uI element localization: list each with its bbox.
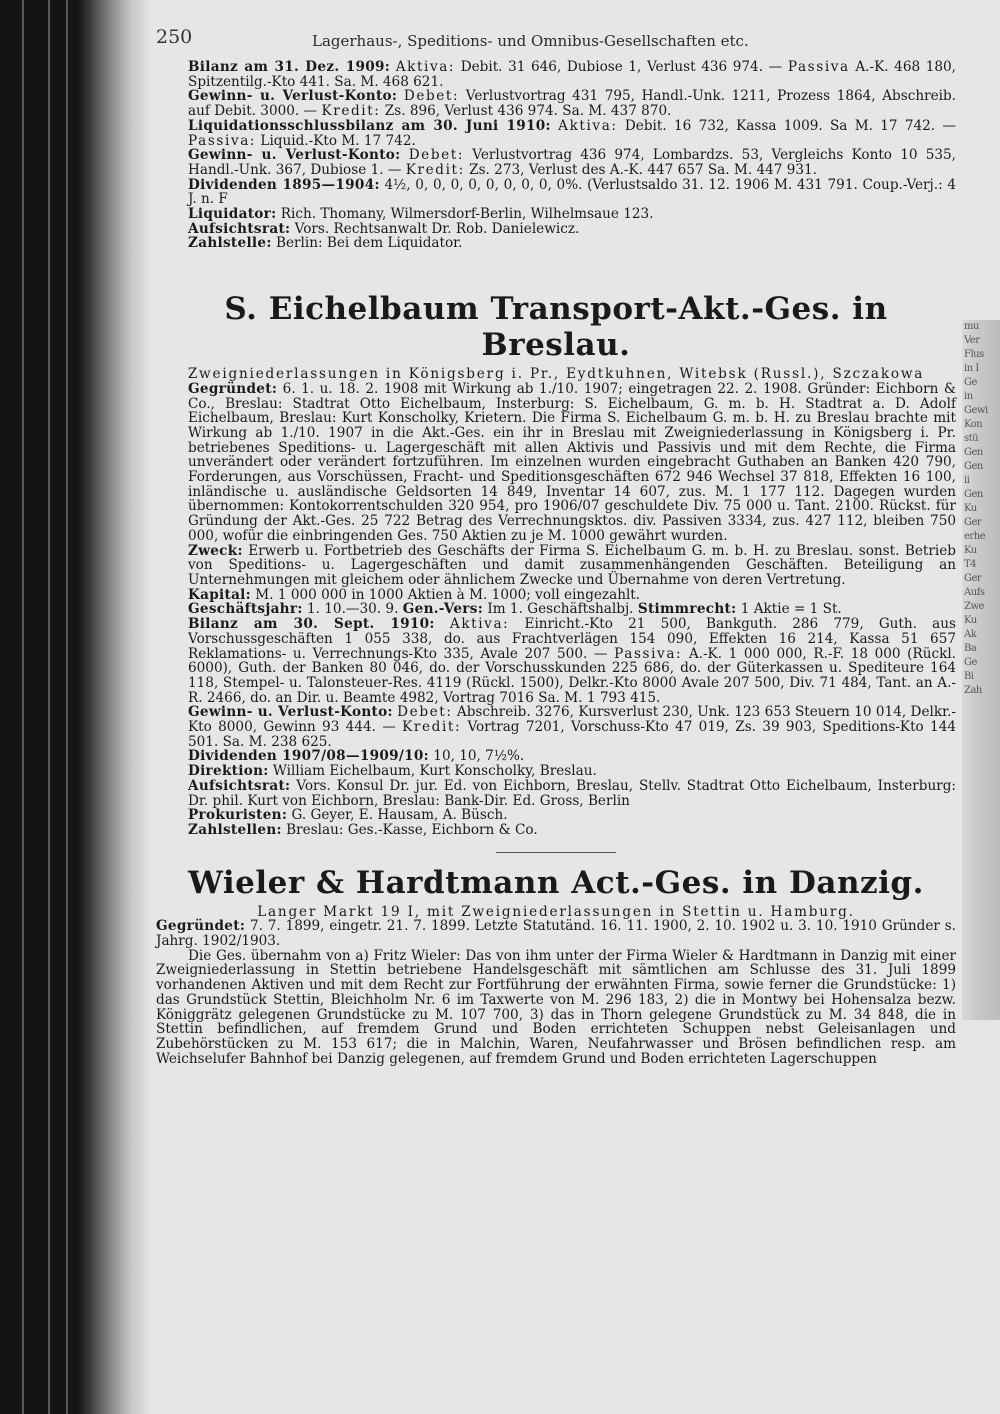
- dividenden-1895-1904: Dividenden 1895—1904: 4½, 0, 0, 0, 0, 0, 0, 0, 0, 0%. (Verlustsaldo 31. 12. 1906 M. 431 791. Coup.-Verj.: 4 J. n. F: [188, 176, 957, 208]
- dividenden-2: Dividenden 1907/08—1909/10: 10, 10, 7½%.: [188, 748, 525, 765]
- running-head: Lagerhaus-, Speditions- und Omnibus-Gesellschaften etc.: [312, 32, 749, 50]
- facing-page-fragment: Ge: [964, 657, 977, 668]
- facing-page-fragment: Ku: [964, 503, 977, 514]
- company-title-eichelbaum: S. Eichelbaum Transport-Akt.-Ges. in Breslau.: [224, 291, 888, 364]
- guv-liquidation: Gewinn- u. Verlust-Konto: Debet: Verlustvortrag 436 974, Lombardzs. 53, Vergleichs Konto 10 535, Handl.-Unk. 367, Dubiose 1. — Kredit: Zs. 273, Verlust des A.-K. 447 657 Sa. M. 447 931.: [188, 147, 956, 178]
- facing-page-fragment: stü: [964, 433, 979, 444]
- aufsichtsrat-1: Aufsichtsrat: Vors. Rechtsanwalt Dr. Rob. Danielewicz.: [188, 220, 580, 237]
- facing-page-fragment: Ku: [964, 615, 977, 626]
- facing-page-fragment: Ku: [964, 545, 977, 556]
- gegruendet-3: Gegründet: 7. 7. 1899, eingetr. 21. 7. 1899. Letzte Statutänd. 16. 11. 1900, 2. 10. 1902 u. 3. 10. 1910 Gründer s. Jahrg. 1902/1903.: [156, 918, 956, 950]
- facing-page-fragment: Ger: [964, 573, 982, 584]
- facing-page-fragment: Zwe: [964, 601, 984, 612]
- facing-page-fragment: T4: [964, 559, 977, 570]
- facing-page-fragment: Gen: [964, 447, 983, 458]
- prokuristen-2: Prokuristen: G. Geyer, E. Hausam, A. Büsch.: [188, 807, 508, 824]
- gutter-stripe: [66, 0, 68, 1414]
- spacer: [156, 251, 956, 291]
- facing-page-fragment: Gen: [964, 461, 983, 472]
- guv-1910: Gewinn- u. Verlust-Konto: Debet: Abschreib. 3276, Kursverlust 230, Unk. 123 653 Steuern 10 014, Delkr.-Kto 8000, Gewinn 93 444. — Kredit: Vortrag 7201, Vorschuss-Kto 47 019, Zs. 39 903, Speditions-Kto 144 501. Sa. M. 238 625.: [188, 704, 956, 750]
- facing-page-fragment: in I: [964, 363, 979, 374]
- body-3: Die Ges. übernahm von a) Fritz Wieler: Das von ihm unter der Firma Wieler & Hardtmann in Danzig mit einer Zweigniederlassung in Stettin betriebene Handelsgeschäft mit sämtlichen am Schlusse des 31. Juli 1899 vorhandenen Aktiven und mit dem Recht zur Fortführung der erwähnten Firma, sowie ferner die Grundstücke: 1) das Grundstück Stettin, Bleichholm Nr. 6 im Taxwerte von M. 296 183, 2) die in Montwy bei Hohensalza bezw. Königgrätz gelegenen Grundstücke zu M. 107 700, 3) das in Thorn gelegene Grundstück zu M. 34 848, die in Stettin befindlichen, auf fremdem Grund und Boden errichteten Schuppen nebst Geleisanlagen und Zubehörstücken zu M. 153 617; die in Malchin, Waren, Neufahrwasser und Brösen befindlichen resp. am Weichselufer Bahnhof bei Danzig gelegenen, auf fremdem Grund und Boden errichteten Lagerschuppen: [156, 947, 956, 1067]
- facing-page-fragment: Ger: [964, 517, 982, 528]
- direktion-2: Direktion: William Eichelbaum, Kurt Konscholky, Breslau.: [188, 763, 597, 780]
- aufsichtsrat-2: Aufsichtsrat: Vors. Konsul Dr. jur. Ed. von Eichborn, Breslau, Stellv. Stadtrat Otto Eichelbaum, Insterburg: Dr. phil. Kurt von Eichborn, Breslau: Bank-Dir. Ed. Gross, Berlin: [188, 777, 956, 809]
- entry-eichelbaum: [156, 291, 956, 838]
- section-divider: [496, 852, 616, 853]
- facing-page-fragment: Zah: [964, 685, 982, 696]
- facing-page-fragment: Flus: [964, 349, 984, 360]
- facing-page-fragment: Bi: [964, 671, 974, 682]
- company-title-wieler: Wieler & Hardtmann Act.-Ges. in Danzig.: [188, 864, 924, 901]
- facing-page-fragment: ii: [964, 475, 970, 486]
- facing-page-fragment: mu: [964, 321, 979, 332]
- entry-continuation: [156, 60, 956, 251]
- bilanz-1909: Bilanz am 31. Dez. 1909: Aktiva: Debit. 31 646, Dubiose 1, Verlust 436 974. — Passiva A.-K. 468 180, Spitzentilg.-Kto 441. Sa. M. 468 621.: [188, 59, 956, 90]
- company-subtitle-eichelbaum: Zweigniederlassungen in Königsberg i. Pr., Eydtkuhnen, Witebsk (Russl.), Szczakowa: [187, 366, 925, 383]
- facing-page-fragment: Ver: [964, 335, 980, 346]
- facing-page-fragment: Ge: [964, 377, 977, 388]
- company-subtitle-wieler: Langer Markt 19 I, mit Zweigniederlassungen in Stettin u. Hamburg.: [257, 903, 855, 920]
- entry-wieler-hardtmann: [156, 865, 956, 1067]
- liquidator: Liquidator: Rich. Thomany, Wilmersdorf-Berlin, Wilhelmsaue 123.: [188, 206, 654, 223]
- page-number: 250: [156, 26, 193, 48]
- gegruendet-2: Gegründet: 6. 1. u. 18. 2. 1908 mit Wirkung ab 1./10. 1907; eingetragen 22. 2. 1908. Gründer: Eichborn & Co., Breslau: Stadtrat Otto Eichelbaum, Insterburg: S. Eichelbaum, G. m. b. H. Stadtrat a. D. Adolf Eichelbaum, Breslau: Kurt Konscholky, Krietern. Die Firma S. Eichelbaum G. m. b. H. zu Breslau brachte mit Wirkung ab 1./10. 1907 in die Akt.-Ges. ein ihr in Breslau mit Zweigniederlassung in Königsberg i. Pr. betriebenes Speditions- u. Lagergeschäft mit allen Aktivis und Passivis und mit dem Rechte, die Firma unverändert oder verändert fortzuführen. Im einzelnen wurden eingebracht Guthaben an Banken 420 790, Forderungen, aus Vorschüssen, Fracht- und Speditionsgeschäften 672 946 Wechsel 37 818, Effekten 16 100, inländische u. ausländische Geldsorten 14 849, Inventar 14 607, zus. M. 1 177 112. Dagegen wurden übernommen: Kontokorrentschulden 320 954, pro 1906/07 geschuldete Div. 75 000 u. Tant. 2100. Rückst. für Gründung der Akt.-Ges. 25 722 Betrag des Verrechnungsktos. div. Passiven 3334, zus. 427 112, bleiben 750 000, wofür die einbringenden Ges. 750 Aktien zu je M. 1000 gewährt wurden.: [188, 380, 956, 544]
- kapital-2: Kapital: M. 1 000 000 in 1000 Aktien à M. 1000; voll eingezahlt.: [188, 586, 641, 603]
- facing-page-fragment: Kon: [964, 419, 983, 430]
- zahlstellen-2: Zahlstellen: Breslau: Ges.-Kasse, Eichborn & Co.: [188, 821, 538, 838]
- facing-page-fragment: Aufs: [964, 587, 985, 598]
- liquidationsbilanz: Liquidationsschlussbilanz am 30. Juni 1910: Aktiva: Debit. 16 732, Kassa 1009. Sa M. 17 742. — Passiva: Liquid.-Kto M. 17 742.: [188, 117, 957, 149]
- facing-page-fragment: Gen: [964, 489, 983, 500]
- gutter-stripe: [22, 0, 24, 1414]
- facing-page-fragment: Gewi: [964, 405, 988, 416]
- facing-page-fragment: erhe: [964, 531, 986, 542]
- facing-page-edge: [962, 320, 1000, 1020]
- page-content: [156, 22, 956, 1066]
- bilanz-1910: Bilanz am 30. Sept. 1910: Aktiva: Einricht.-Kto 21 500, Bankguth. 286 779, Guth. aus Vorschussgeschäften 1 055 338, do. aus Frachtverlägen 154 090, Effekten 16 214, Kassa 51 657 Reklamations- u. Verrechnungs-Kto 335, Avale 207 500. — Passiva: A.-K. 1 000 000, R.-F. 18 000 (Rückl. 6000), Guth. der Banken 80 046, do. der Vorschusskunden 225 686, do. der Güterkassen u. Spediteure 164 118, Stempel- u. Talonsteuer-Res. 4119 (Rückl. 1500), Delkr.-Kto 8000 Avale 207 500, Div. 71 484, Tant. an A.-R. 2466, do. an Dir. u. Beamte 4982, Vortrag 7016 Sa. M. 1 793 415.: [188, 616, 956, 706]
- facing-page-fragment: Ak: [964, 629, 977, 640]
- guv-1909: Gewinn- u. Verlust-Konto: Debet: Verlustvortrag 431 795, Handl.-Unk. 1211, Prozess 1864, Abschreib. auf Debit. 3000. — Kredit: Zs. 896, Verlust 436 974. Sa. M. 437 870.: [188, 88, 957, 120]
- facing-page-fragment: Ba: [964, 643, 977, 654]
- binding-gutter: [0, 0, 150, 1414]
- page-header: [156, 22, 956, 60]
- facing-page-fragment: in: [964, 391, 973, 402]
- geschaeftsjahr-2: Geschäftsjahr: 1. 10.—30. 9. Gen.-Vers: Im 1. Geschäftshalbj. Stimmrecht: 1 Aktie = 1 St.: [188, 601, 842, 618]
- zahlstelle-1: Zahlstelle: Berlin: Bei dem Liquidator.: [188, 235, 463, 252]
- zweck-2: Zweck: Erwerb u. Fortbetrieb des Geschäfts der Firma S. Eichelbaum G. m. b. H. zu Breslau. sonst. Betrieb von Speditions- u. Lagergeschäften und damit zusammenhängenden Geschäften. Beteiligung an Unternehmungen mit gleichem oder ähnlichem Zwecke und Übernahme von deren Vertretung.: [188, 542, 956, 588]
- gutter-stripe: [48, 0, 50, 1414]
